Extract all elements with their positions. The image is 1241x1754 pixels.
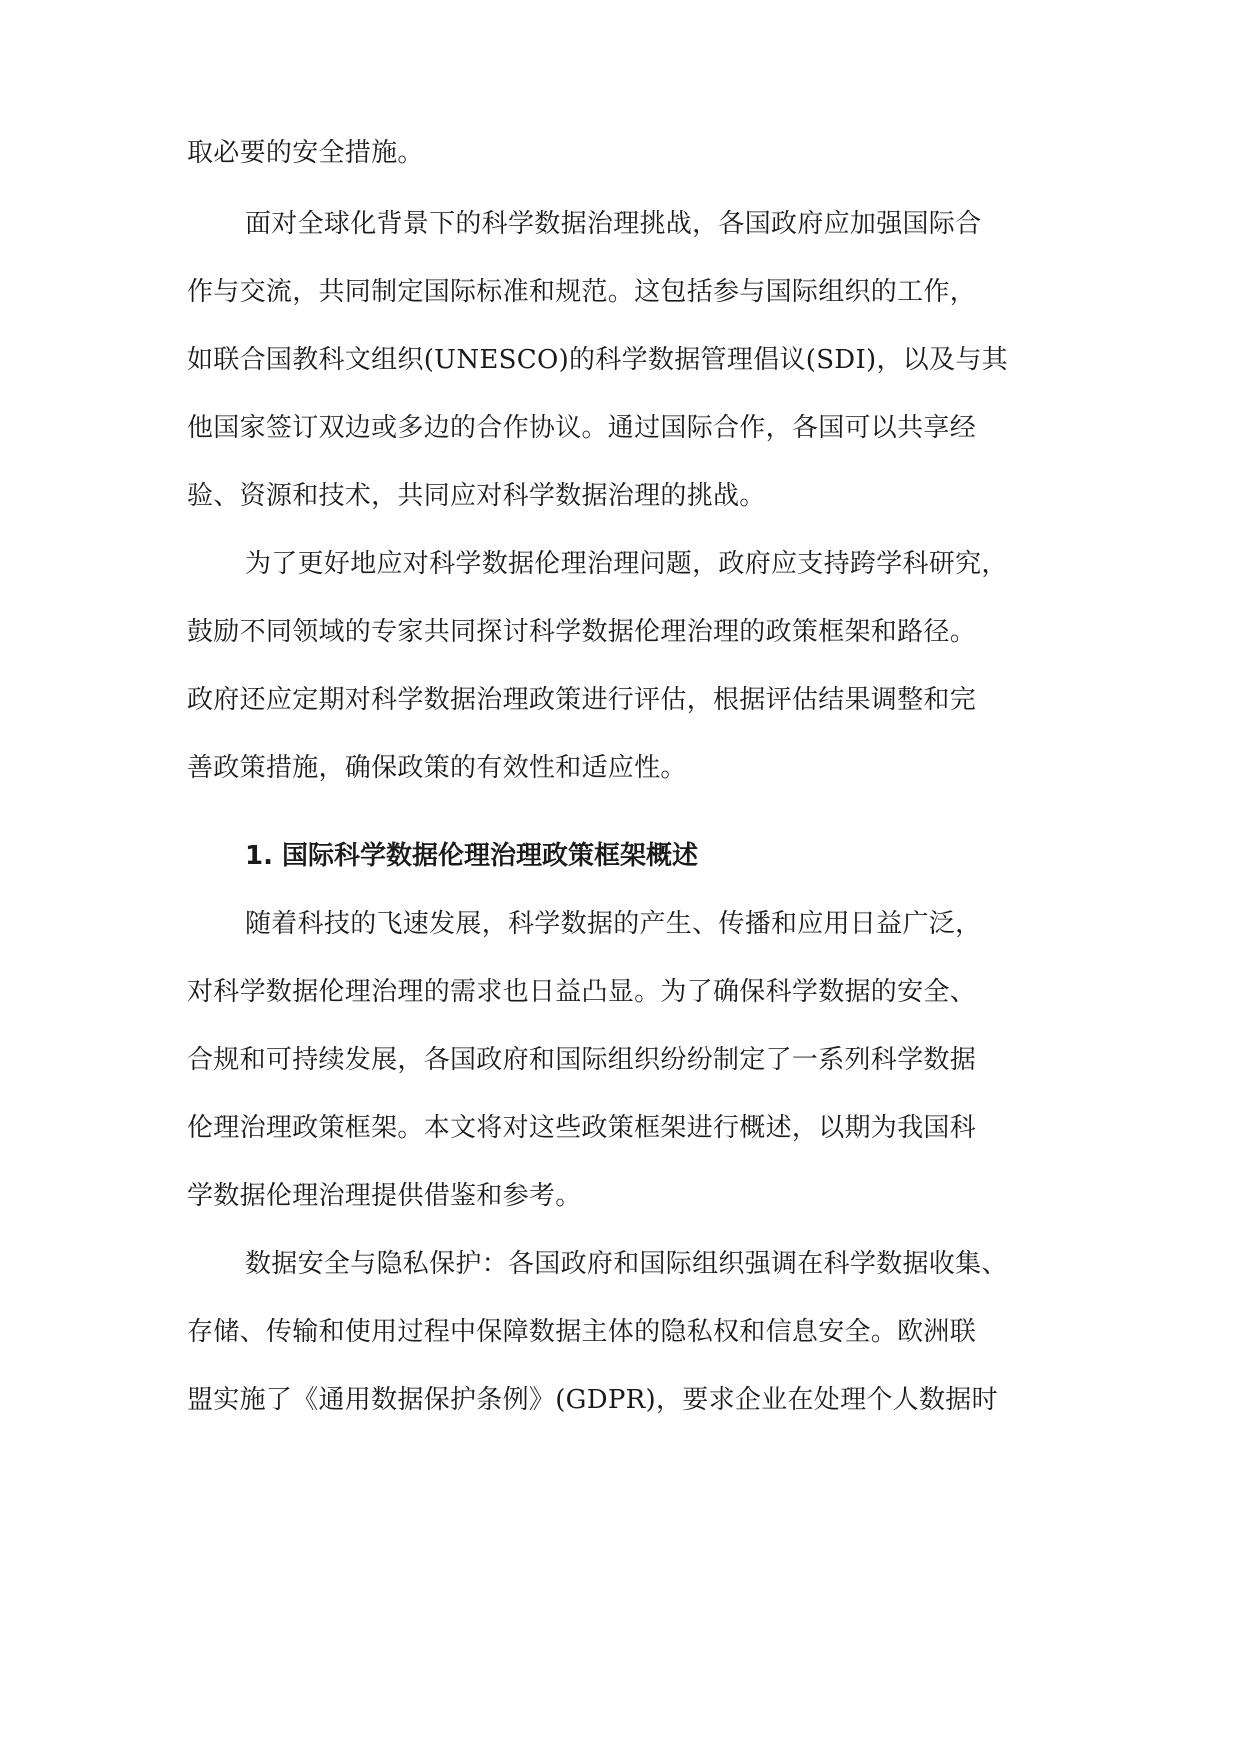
text-line: 取必要的安全措施。 bbox=[187, 138, 424, 168]
text-line: 伦理治理政策框架。本文将对这些政策框架进行概述，以期为我国科 bbox=[187, 1113, 977, 1143]
section-heading: 1. 国际科学数据伦理治理政策框架概述 bbox=[245, 841, 699, 871]
text-line: 学数据伦理治理提供借鉴和参考。 bbox=[187, 1181, 582, 1211]
text-line: 数据安全与隐私保护：各国政府和国际组织强调在科学数据收集、 bbox=[245, 1249, 1008, 1279]
text-line: 善政策措施，确保政策的有效性和适应性。 bbox=[187, 753, 687, 783]
text-line: 作与交流，共同制定国际标准和规范。这包括参与国际组织的工作， bbox=[187, 277, 977, 307]
text-line: 政府还应定期对科学数据治理政策进行评估，根据评估结果调整和完 bbox=[187, 685, 977, 715]
text-line: 对科学数据伦理治理的需求也日益凸显。为了确保科学数据的安全、 bbox=[187, 977, 977, 1007]
text-line: 他国家签订双边或多边的合作协议。通过国际合作，各国可以共享经 bbox=[187, 413, 977, 443]
text-line: 如联合国教科文组织(UNESCO)的科学数据管理倡议(SDI)，以及与其 bbox=[187, 345, 1008, 375]
text-line: 合规和可持续发展，各国政府和国际组织纷纷制定了一系列科学数据 bbox=[187, 1045, 977, 1075]
text-line: 面对全球化背景下的科学数据治理挑战，各国政府应加强国际合 bbox=[245, 209, 982, 239]
text-line: 盟实施了《通用数据保护条例》(GDPR)，要求企业在处理个人数据时 bbox=[187, 1385, 998, 1415]
text-line: 存储、传输和使用过程中保障数据主体的隐私权和信息安全。欧洲联 bbox=[187, 1317, 977, 1347]
text-line: 验、资源和技术，共同应对科学数据治理的挑战。 bbox=[187, 481, 766, 511]
text-line: 为了更好地应对科学数据伦理治理问题，政府应支持跨学科研究， bbox=[245, 549, 1008, 579]
text-line: 鼓励不同领域的专家共同探讨科学数据伦理治理的政策框架和路径。 bbox=[187, 617, 977, 647]
text-line: 随着科技的飞速发展，科学数据的产生、传播和应用日益广泛， bbox=[245, 909, 982, 939]
